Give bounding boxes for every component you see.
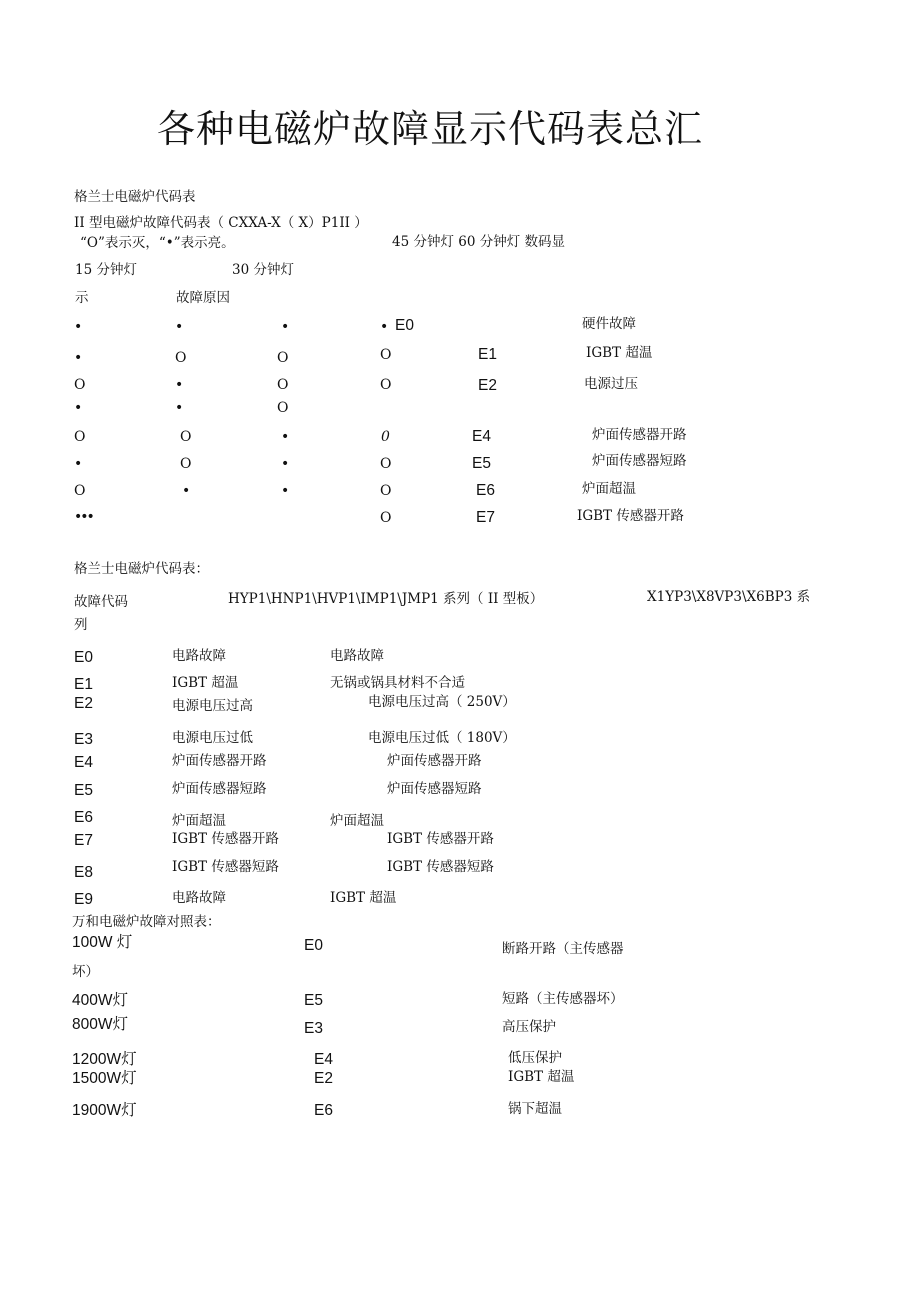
fault-code: E2 [478,377,497,394]
fault-code: E7 [74,832,93,849]
fault-desc: 炉面超温 [330,813,384,829]
lamp-state: O [380,483,392,499]
lamp-state: O [175,350,187,366]
fault-code: E6 [476,482,495,499]
fault-code: E0 [304,937,323,954]
column-header: 故障原因 [176,290,230,306]
lamp-state: O [74,483,86,499]
fault-desc: IGBT 传感器开路 [387,831,494,847]
lamp-state: O [74,429,86,445]
column-header: 列 [74,617,88,633]
fault-code: E7 [476,509,495,526]
power-rating: 1200W灯 [72,1051,137,1068]
lamp-state: • [175,319,184,335]
fault-desc: 电源电压过高 [172,698,253,714]
lamp-state: O [277,377,289,393]
lamp-state: O [380,377,392,393]
lamp-state: • [175,377,184,393]
lamp-state: • [182,483,191,499]
fault-desc: 低压保护 [508,1050,562,1066]
fault-desc: 电源电压过高（ 250V） [368,694,516,710]
lamp-state: • [74,350,83,366]
fault-code: E0 [74,649,93,666]
column-header: 15 分钟灯 [75,262,137,278]
lamp-state: • [74,400,83,416]
power-rating: 400W灯 [72,992,128,1009]
fault-desc: 无锅或锅具材料不合适 [330,675,465,691]
fault-code: E1 [74,676,93,693]
fault-desc: 电路故障 [330,648,384,664]
lamp-state: • [380,319,389,335]
fault-code: E5 [472,455,491,472]
fault-desc: 坏） [72,964,99,980]
lamp-state: O [180,429,192,445]
column-header: HYP1\HNP1\HVP1\IMP1\JMP1 系列（ II 型板） [228,591,544,607]
fault-desc: IGBT 超温 [172,675,239,691]
lamp-state: • [281,319,290,335]
power-rating: 1500W灯 [72,1070,137,1087]
fault-desc: 电路故障 [172,890,226,906]
fault-desc: IGBT 超温 [330,890,397,906]
power-rating: 800W灯 [72,1016,128,1033]
fault-desc: 高压保护 [502,1019,556,1035]
lamp-state: • [281,483,290,499]
fault-code: E4 [74,754,93,771]
fault-desc: 炉面传感器开路 [172,753,267,769]
fault-desc: 锅下超温 [508,1101,562,1117]
lamp-state: • [74,319,83,335]
fault-desc: 电源电压过低（ 180V） [368,730,516,746]
section-heading: 格兰士电磁炉代码表 [74,189,196,205]
fault-code: E9 [74,891,93,908]
fault-desc: IGBT 传感器短路 [387,859,494,875]
fault-desc: IGBT 传感器短路 [172,859,279,875]
fault-desc: 炉面超温 [172,813,226,829]
page-title: 各种电磁炉故障显示代码表总汇 [157,107,704,151]
fault-cause: 炉面传感器短路 [592,453,687,469]
fault-desc: 炉面传感器开路 [387,753,482,769]
lamp-state: O [380,456,392,472]
power-rating: 1900W灯 [72,1102,137,1119]
legend-note: “O”表示灭，“•”表示亮。 [80,235,235,251]
fault-desc: 短路（主传感器坏） [502,991,624,1007]
lamp-state: O [277,400,289,416]
section-heading: 格兰士电磁炉代码表： [74,561,209,577]
fault-desc: IGBT 传感器开路 [172,831,279,847]
fault-cause: IGBT 传感器开路 [577,508,684,524]
lamp-state: O [380,347,392,363]
column-header: 30 分钟灯 [232,262,294,278]
power-rating: 100W 灯 [72,934,133,951]
fault-cause: 炉面传感器开路 [592,427,687,443]
fault-code: E1 [478,346,497,363]
fault-code: E6 [314,1102,333,1119]
fault-code: E4 [314,1051,333,1068]
lamp-state: • [281,456,290,472]
lamp-state: O [74,377,86,393]
section-subtitle: II 型电磁炉故障代码表（ CXXA-X（ X）P1II ） [74,215,368,231]
fault-code: E8 [74,864,93,881]
lamp-state: • [175,400,184,416]
lamp-state: ••• [74,509,93,525]
column-header: 示 [75,290,89,306]
lamp-state: • [74,456,83,472]
lamp-state: 0 [381,429,390,445]
lamp-state: O [380,510,392,526]
fault-code: E3 [304,1020,323,1037]
fault-cause: 电源过压 [584,376,638,392]
fault-code: E5 [304,992,323,1009]
lamp-state: O [277,350,289,366]
fault-cause: 炉面超温 [582,481,636,497]
fault-cause: 硬件故障 [582,316,636,332]
fault-code: E5 [74,782,93,799]
fault-desc: 炉面传感器短路 [172,781,267,797]
fault-code: E2 [74,695,93,712]
column-header: 故障代码 [74,594,128,610]
section-heading: 万和电磁炉故障对照表： [72,914,221,930]
fault-desc: 电路故障 [172,648,226,664]
fault-code: E6 [74,809,93,826]
fault-cause: IGBT 超温 [586,345,653,361]
fault-desc: IGBT 超温 [508,1069,575,1085]
fault-desc: 电源电压过低 [172,730,253,746]
fault-desc: 断路开路（主传感器 [502,941,624,957]
column-header: 45 分钟灯 60 分钟灯 数码显 [392,234,566,250]
fault-code: E3 [74,731,93,748]
lamp-state: • [281,429,290,445]
fault-code: E0 [395,317,414,334]
fault-code: E2 [314,1070,333,1087]
lamp-state: O [180,456,192,472]
fault-code: E4 [472,428,491,445]
column-header: X1YP3\X8VP3\X6BP3 系 [647,589,811,605]
fault-desc: 炉面传感器短路 [387,781,482,797]
